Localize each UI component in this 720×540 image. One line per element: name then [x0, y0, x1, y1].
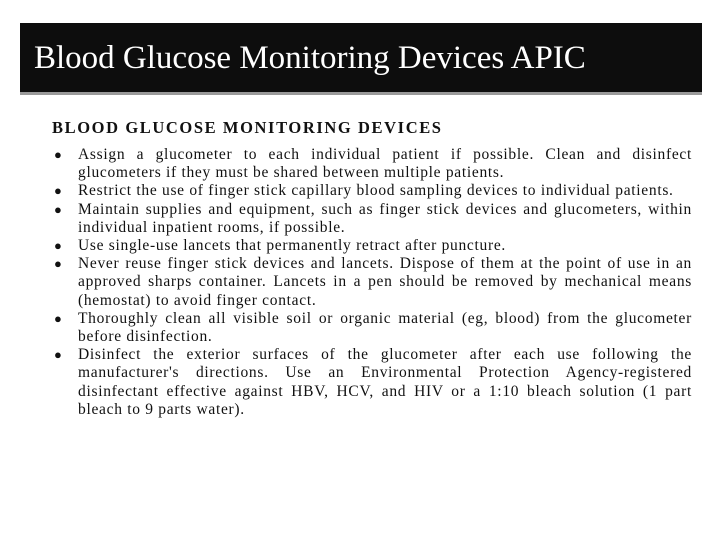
list-item-text: Maintain supplies and equipment, such as finger stick devices and glucometers, within individual inpatient rooms, if possible. [78, 200, 692, 236]
list-item [52, 237, 692, 255]
list-item-text: Assign a glucometer to each individual patient if possible. Clean and disinfect glucometers if they must be shared between multiple patients. [78, 146, 692, 182]
document-heading: BLOOD GLUCOSE MONITORING DEVICES [52, 118, 443, 137]
list-item [52, 201, 692, 237]
list-item [52, 182, 692, 200]
slide-title: Blood Glucose Monitoring Devices APIC [34, 40, 586, 76]
list-item-text: Thoroughly clean all visible soil or organic material (eg, blood) from the glucometer before disinfection. [78, 309, 692, 346]
list-item-text: Never reuse finger stick devices and lancets. Dispose of them at the point of use in an approved sharps container. Lancets in a pen should be removed by mechanical means (hemostat) to avoid finger contact. [78, 255, 692, 309]
bullet-icon: ● [54, 183, 63, 199]
list-item-text: Restrict the use of finger stick capillary blood sampling devices to individual patients. [78, 182, 674, 200]
bullet-icon: ● [54, 238, 63, 254]
list-item [52, 146, 692, 182]
bullet-icon: ● [54, 310, 63, 326]
list-item-text: Disinfect the exterior surfaces of the glucometer after each use following the manufacturer's directions. Use an Environmental Protection Agency-registered disinfectant effective against HBV, HCV, and HIV or a 1:10 bleach solution (1 part bleach to 9 parts water). [78, 346, 692, 418]
bullet-icon: ● [54, 147, 63, 162]
list-item [52, 255, 692, 310]
bullet-icon: ● [54, 256, 63, 272]
list-item [52, 346, 692, 419]
bullet-icon: ● [54, 201, 63, 217]
list-item-text: Use single-use lancets that permanently retract after puncture. [78, 237, 506, 255]
slide-title-bar [20, 23, 702, 95]
list-item [52, 310, 692, 346]
guideline-list [52, 146, 692, 419]
document-excerpt [52, 118, 692, 419]
bullet-icon: ● [54, 347, 63, 363]
